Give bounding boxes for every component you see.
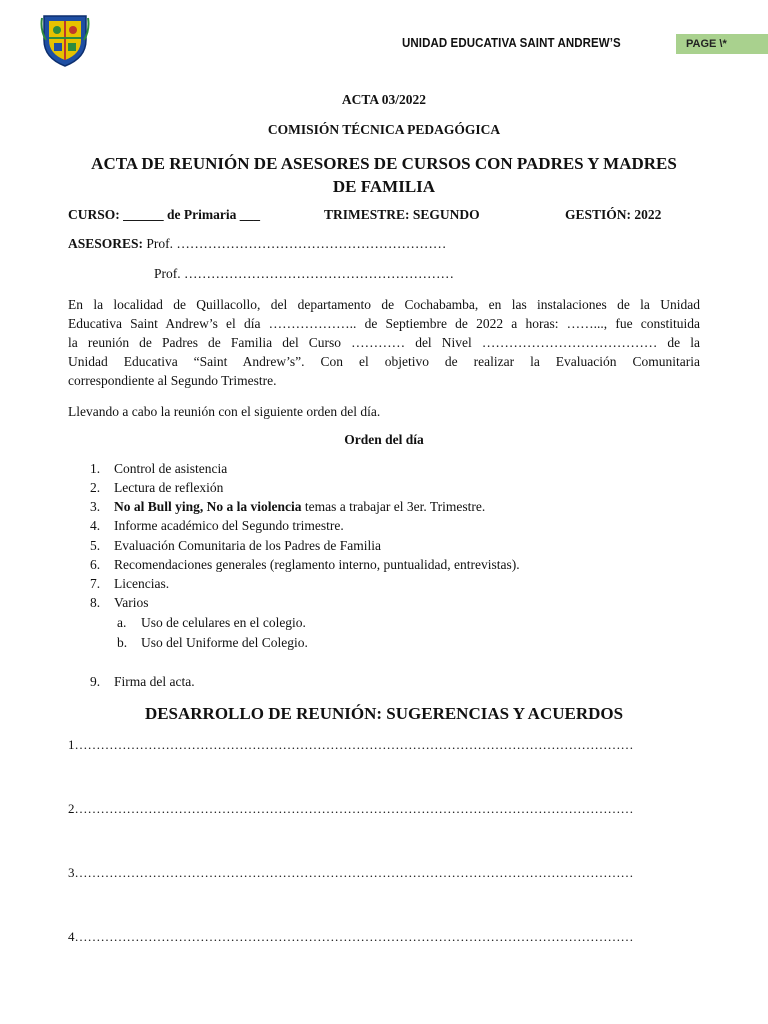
list-item: 7. Licencias. — [90, 576, 170, 591]
paragraph-line: Educativa Saint Andrew’s el día ……………….. de Septiembre de 2022 a horas: ……..., fue constituida — [68, 316, 700, 331]
orden-intro: Llevando a cabo la reunión con el siguiente orden del día. — [68, 404, 381, 419]
list-item: 8. Varios — [90, 595, 149, 610]
paragraph-line: Unidad Educativa “Saint Andrew’s”. Con el objetivo de realizar la Evaluación Comunitaria — [68, 354, 700, 369]
page-number-field: PAGE \* — [676, 34, 768, 54]
agreement-line-3: 3………………………………………………………………………………………………………………… — [68, 865, 634, 880]
paragraph-line: En la localidad de Quillacollo, del departamento de Cochabamba, en las instalaciones de la Unidad — [68, 297, 700, 312]
asesores-row — [68, 236, 446, 252]
school-crest-icon — [40, 10, 90, 68]
sub-list-item: b. Uso del Uniforme del Colegio. — [117, 635, 308, 650]
list-item: 9. Firma del acta. — [90, 674, 195, 689]
acta-number: ACTA 03/2022 — [341, 92, 427, 107]
curso-field: CURSO: ______ de Primaria ___ — [68, 207, 260, 222]
paragraph-line: la reunión de Padres de Familia del Curso ………… del Nivel ………………………………… de la — [68, 335, 700, 350]
agreement-line-1: 1………………………………………………………………………………………………………………… — [68, 737, 634, 752]
agreement-line-2: 2………………………………………………………………………………………………………………… — [68, 801, 634, 816]
school-name: UNIDAD EDUCATIVA SAINT ANDREW’S — [402, 36, 621, 50]
agreement-line-4: 4………………………………………………………………………………………………………………… — [68, 929, 634, 944]
asesor-2: Prof. …………………………………………………… — [154, 266, 454, 281]
orden-title: Orden del día — [344, 432, 424, 447]
intro-paragraph — [68, 295, 700, 390]
asesores-label: ASESORES: — [68, 236, 144, 251]
list-item: 4. Informe académico del Segundo trimestre. — [90, 518, 344, 533]
list-item: 5. Evaluación Comunitaria de los Padres de Familia — [90, 538, 381, 553]
trimestre-field: TRIMESTRE: SEGUNDO — [324, 207, 480, 222]
title-line-1: ACTA DE REUNIÓN DE ASESORES DE CURSOS CON PADRES Y MADRES — [91, 154, 677, 173]
asesor-1: Prof. …………………………………………………… — [143, 236, 447, 251]
title-line-2: DE FAMILIA — [332, 177, 436, 196]
paragraph-line: correspondiente al Segundo Trimestre. — [68, 373, 277, 388]
list-item: 2. Lectura de reflexión — [90, 480, 224, 495]
list-item: 1. Control de asistencia — [90, 461, 228, 476]
list-item: 3. No al Bull ying, No a la violencia temas a trabajar el 3er. Trimestre. — [90, 499, 486, 514]
commission-title: COMISIÓN TÉCNICA PEDAGÓGICA — [267, 122, 501, 137]
sub-list-item: a. Uso de celulares en el colegio. — [117, 615, 306, 630]
document-title — [60, 152, 708, 198]
gestion-field: GESTIÓN: 2022 — [565, 207, 662, 222]
development-title: DESARROLLO DE REUNIÓN: SUGERENCIAS Y ACUERDOS — [144, 704, 624, 723]
list-item: 6. Recomendaciones generales (reglamento interno, puntualidad, entrevistas). — [90, 557, 520, 572]
